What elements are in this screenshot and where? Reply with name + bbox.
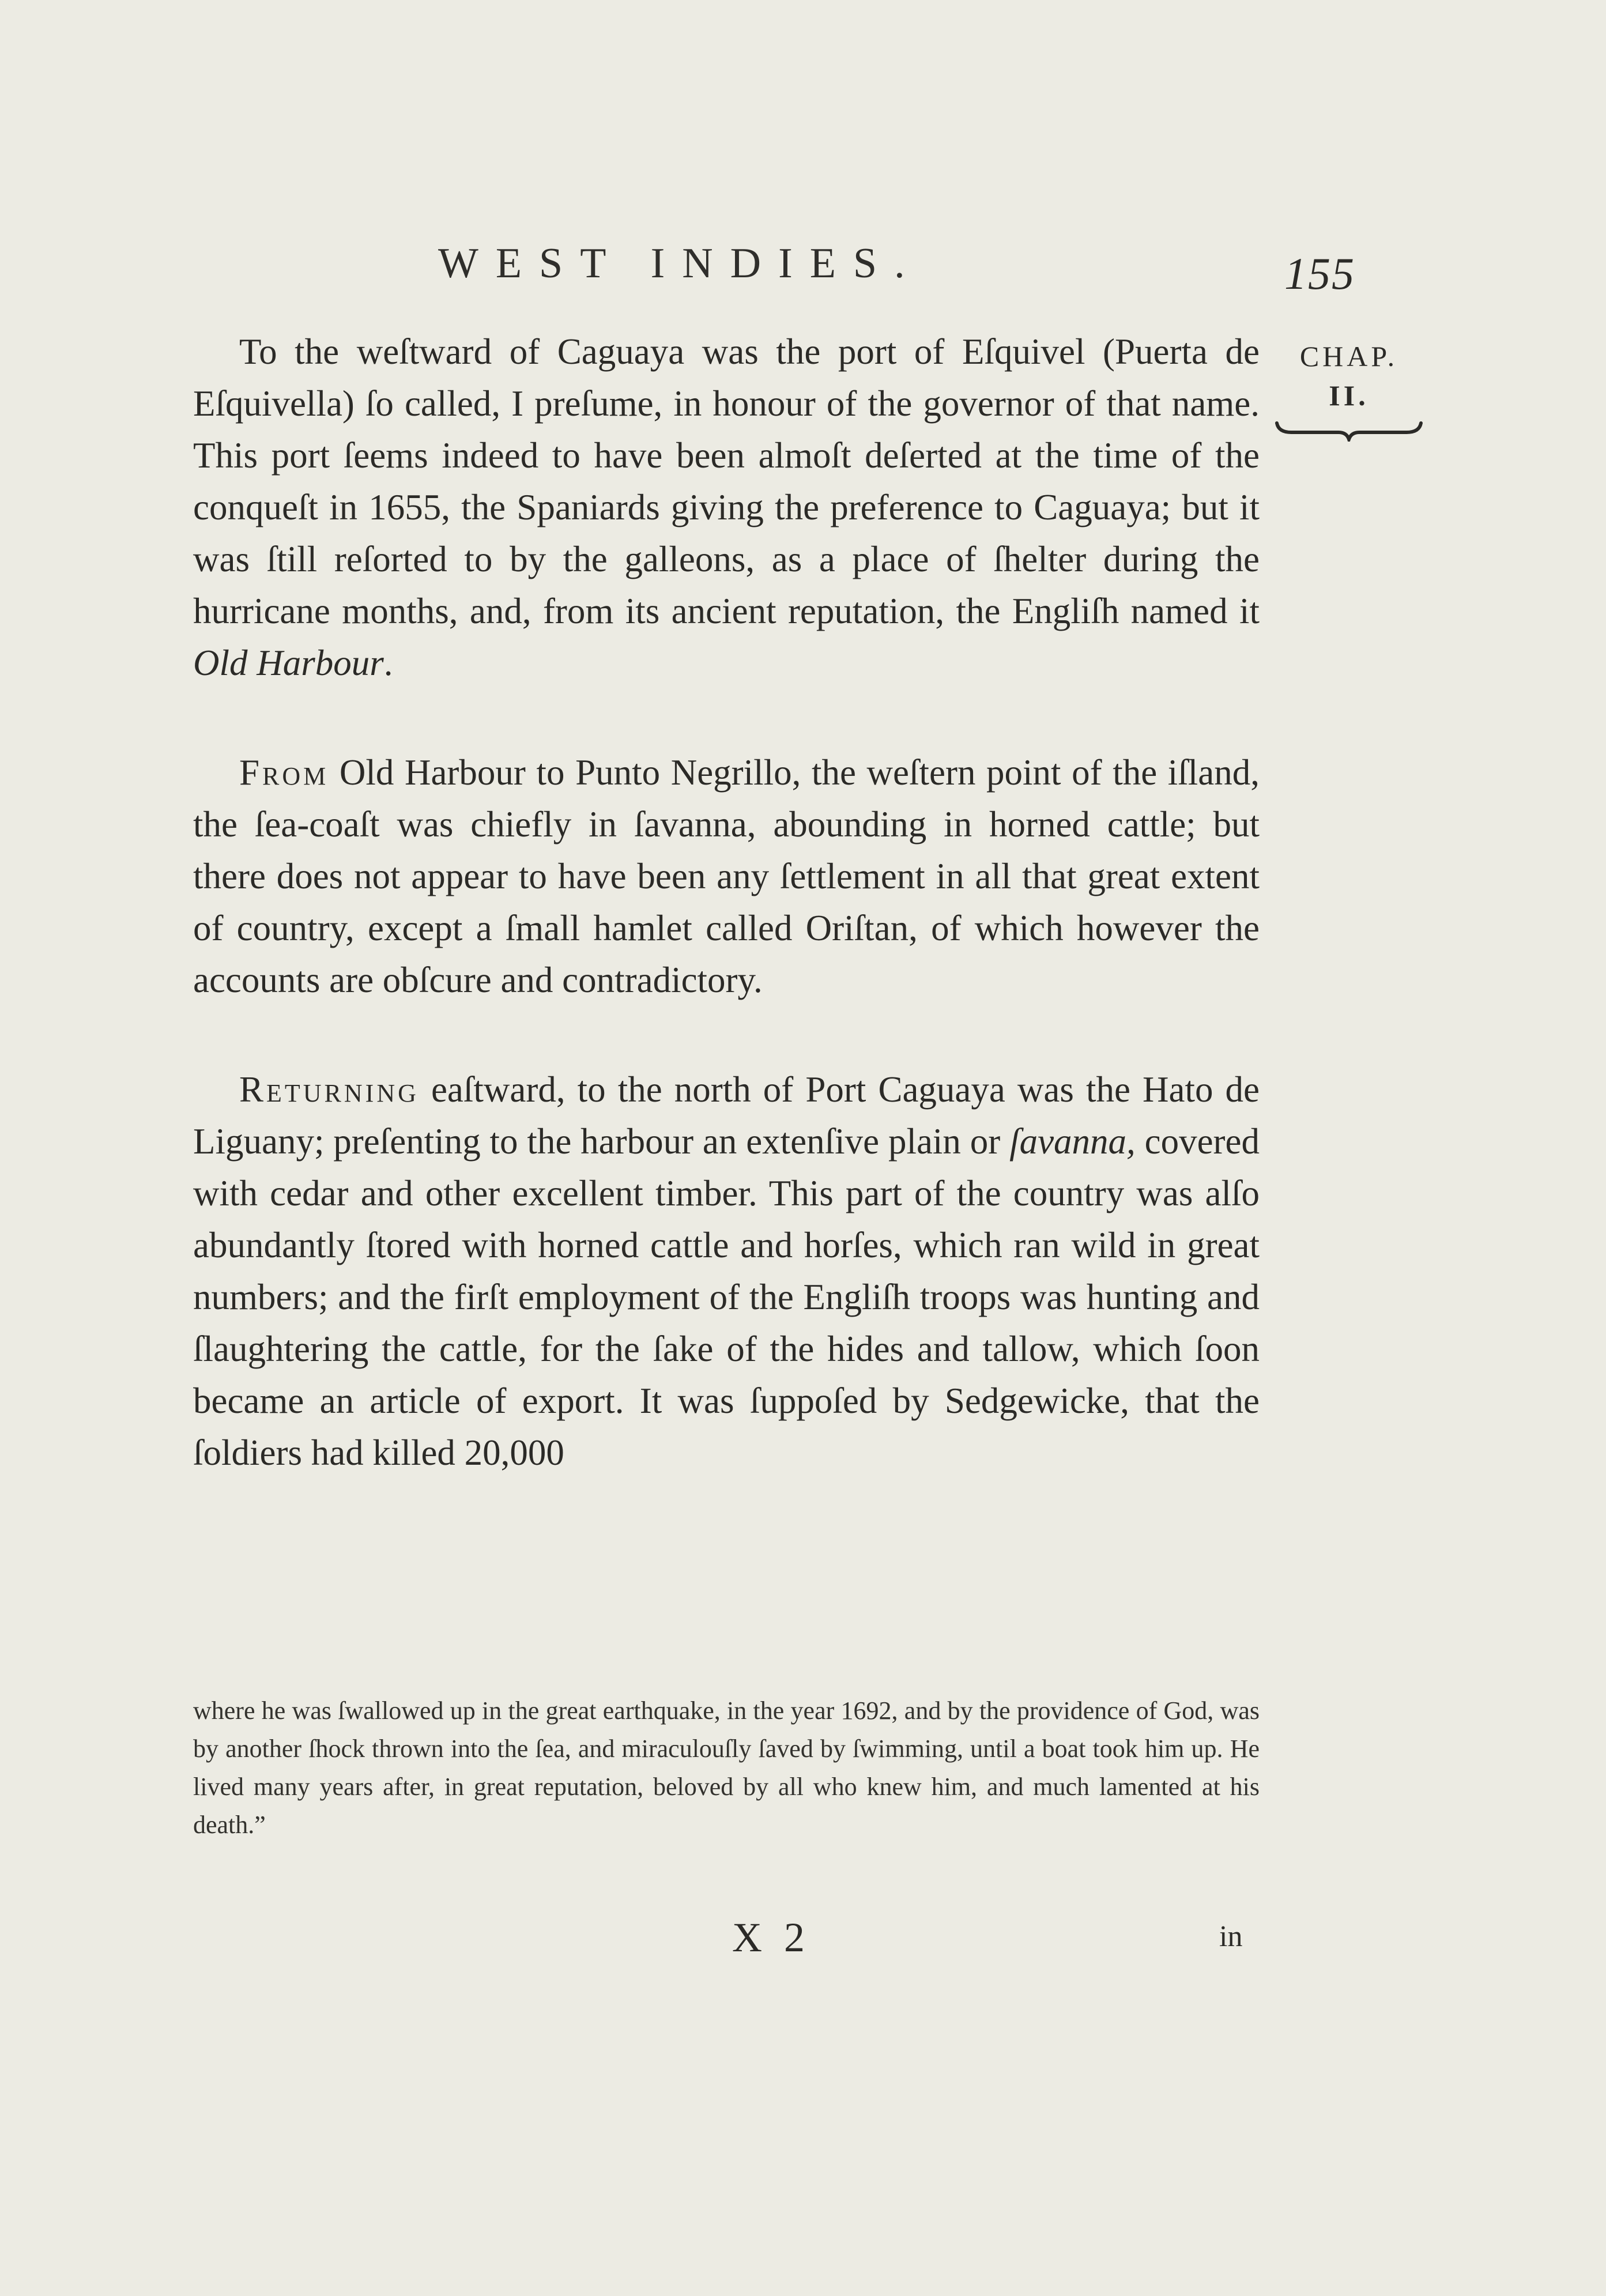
paragraph-2-text: Old Harbour to Punto Negrillo, the weſtern point of the iſland, the ſea-coaſt was chiefly in ſavanna, abounding in horned cattle; but there does not appear to have been any ſettlement in all that great extent of country, except a ſmall hamlet called Oriſtan, of which however the accounts are obſcure and contradictory.: [193, 752, 1260, 1000]
paragraph-2: [193, 747, 1260, 1006]
paragraph-1-italic: Old Harbour: [193, 643, 384, 683]
chapter-number: II.: [1329, 379, 1369, 412]
paragraph-3-italic: ſavanna,: [1009, 1121, 1136, 1162]
catchword: in: [1219, 1920, 1243, 1953]
brace-ornament-icon: [1274, 419, 1424, 442]
paragraph-3-opening: Returning: [239, 1069, 419, 1110]
footnote-text: where he was ſwallowed up in the great earthquake, in the year 1692, and by the providence of God, was by another ſhock thrown into the ſea, and miraculouſly ſaved by ſwimming, until a boat took him up. He lived many years after, in great reputation, beloved by all who knew him, and much lamented at his death.”: [193, 1696, 1260, 1839]
paragraph-3-text-a: eaſtward, to the north of Port Caguaya was the Hato de Liguany; preſenting to the harbour an extenſive plain or: [193, 1069, 1260, 1162]
footnote: [193, 1692, 1260, 1844]
paragraph-1-end: .: [383, 643, 393, 683]
paragraph-1: [193, 326, 1260, 689]
paragraph-2-opening: From: [239, 752, 329, 793]
page-number: 155: [1284, 248, 1355, 299]
running-head: WEST INDIES.: [438, 240, 922, 287]
signature-mark: X 2: [732, 1914, 810, 1961]
chapter-label: CHAP.: [1299, 340, 1398, 372]
chapter-margin-note: [1248, 337, 1450, 442]
paragraph-1-text: To the weſtward of Caguaya was the port of Eſquivel (Puerta de Eſquivella) ſo called, I preſume, in honour of the governor of that name. This port ſeems indeed to have been almoſt deſerted at the time of the conqueſt in 1655, the Spaniards giving the preference to Caguaya; but it was ſtill reſorted to by the galleons, as a place of ſhelter during the hurricane months, and, from its ancient reputation, the Engliſh named it: [193, 331, 1260, 631]
paragraph-3: [193, 1064, 1260, 1479]
paragraph-3-text-b: covered with cedar and other excellent timber. This part of the country was alſo abundantly ſtored with horned cattle and horſes, which ran wild in great numbers; and the firſt employment of the Engliſh troops was hunting and ſlaughtering the cattle, for the ſake of the hides and tallow, which ſoon became an article of export. It was ſuppoſed by Sedgewicke, that the ſoldiers had killed 20,000: [193, 1121, 1260, 1473]
main-text: [193, 326, 1260, 1536]
